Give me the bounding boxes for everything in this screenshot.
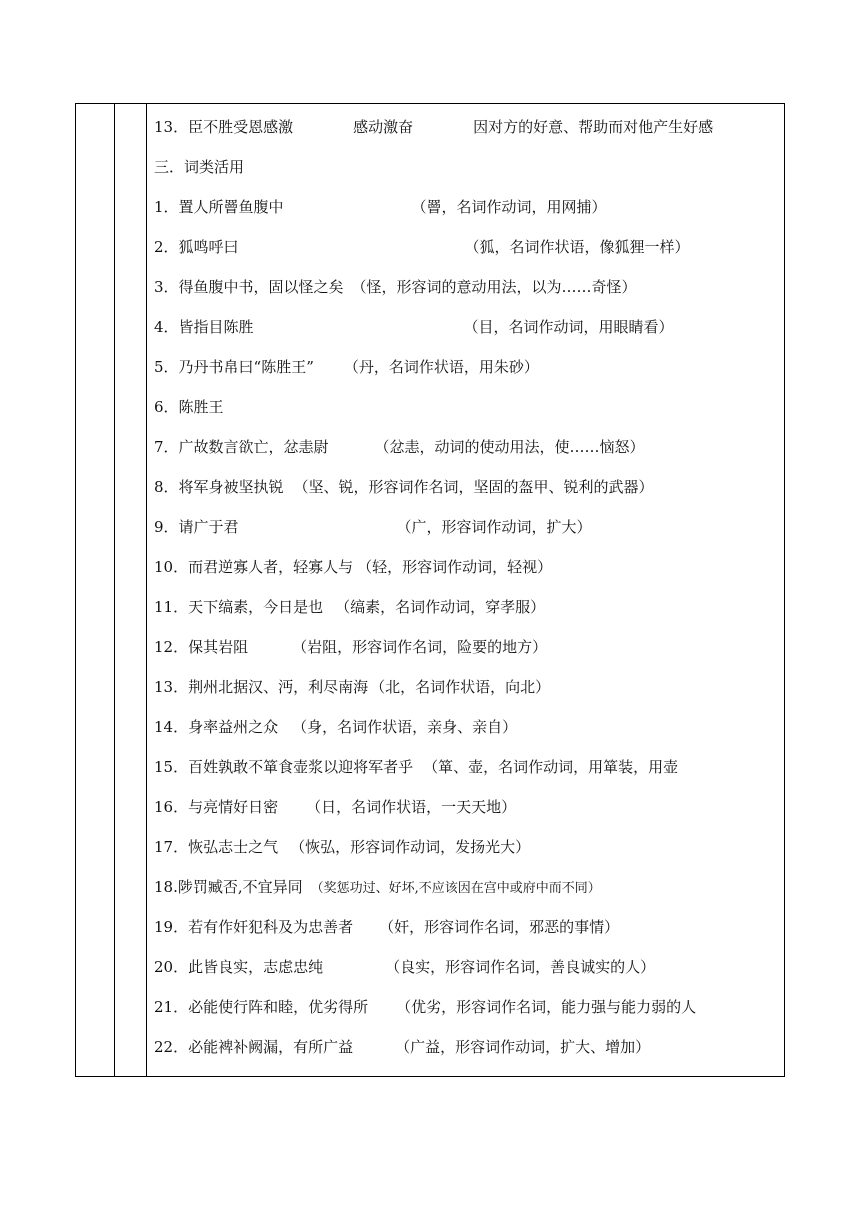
list-item — [154, 507, 784, 547]
term-text: 11．天下缟素，今日是也 — [154, 598, 324, 616]
note-text: （轻，形容词作动词，轻视） — [357, 558, 553, 576]
list-item — [154, 387, 784, 427]
note-text: （良实，形容词作名词，善良诚实的人） — [385, 958, 656, 976]
list-item — [154, 747, 784, 787]
note-text: （狐，名词作状语，像狐狸一样） — [464, 238, 690, 256]
note-text: （广，形容词作动词，扩大） — [396, 518, 592, 536]
note-text: （罾，名词作动词，用网捕） — [411, 198, 607, 216]
note-text: （坚、锐，形容词作名词，坚固的盔甲、锐利的武器） — [293, 478, 654, 496]
term-text: 1．置人所罾鱼腹中 — [154, 198, 284, 216]
list-item — [154, 187, 784, 227]
list-item — [154, 787, 784, 827]
note-text: （丹，名词作状语，用朱砂） — [343, 358, 539, 376]
list-item — [154, 227, 784, 267]
list-item — [154, 947, 784, 987]
note-text: 感动激奋 因对方的好意、帮助而对他产生好感 — [353, 118, 714, 136]
term-text: 5．乃丹书帛曰“陈胜王” — [154, 358, 314, 376]
list-item — [154, 1027, 784, 1067]
note-text: （广益，形容词作动词，扩大、增加） — [395, 1038, 651, 1056]
term-text: 19．若有作奸犯科及为忠善者 — [154, 918, 354, 936]
note-text: （日，名词作状语，一天天地） — [306, 798, 517, 816]
list-item — [154, 867, 784, 907]
note-text: （忿恚，动词的使动用法，使……恼怒） — [374, 438, 645, 456]
list-item — [154, 707, 784, 747]
term-text: 14．身率益州之众 — [154, 718, 279, 736]
note-text: （北，名词作状语，向北） — [370, 678, 551, 696]
section-heading — [154, 147, 784, 187]
list-item — [154, 667, 784, 707]
list-item — [154, 267, 784, 307]
term-text: 15．百姓孰敢不箪食壶浆以迎将军者乎 — [154, 758, 414, 776]
term-text: 6．陈胜王 — [154, 398, 224, 416]
note-text: （奸，形容词作名词，邪恶的事情） — [379, 918, 620, 936]
term-text: 8．将军身被坚执锐 — [154, 478, 284, 496]
term-text: 3．得鱼腹中书，固以怪之矣 — [154, 278, 344, 296]
list-item — [154, 547, 784, 587]
term-text: 17．恢弘志士之气 — [154, 838, 279, 856]
term-text: 10．而君逆寡人者，轻寡人与 — [154, 558, 354, 576]
term-text: 12．保其岩阻 — [154, 638, 249, 656]
list-item — [154, 347, 784, 387]
term-text: 4．皆指目陈胜 — [154, 318, 254, 336]
list-item — [154, 627, 784, 667]
list-item — [154, 427, 784, 467]
note-text: （奖惩功过、好坏,不应该因在宫中或府中而不同） — [310, 881, 601, 896]
term-text: 20．此皆良实，志虑忠纯 — [154, 958, 324, 976]
term-text: 7．广故数言欲亡，忿恚尉 — [154, 438, 329, 456]
list-item — [154, 587, 784, 627]
term-text: 2．狐鸣呼曰 — [154, 238, 239, 256]
column-divider — [114, 104, 115, 1076]
section-heading-text: 三．词类活用 — [154, 158, 245, 176]
table-content-cell — [147, 104, 784, 1076]
term-text: 13．荆州北据汉、沔，利尽南海 — [154, 678, 369, 696]
term-text: 16．与亮情好日密 — [154, 798, 279, 816]
term-text: 22．必能裨补阙漏，有所广益 — [154, 1038, 354, 1056]
term-text: 18.陟罚臧否,不宜异同 — [154, 878, 303, 896]
note-text: （缟素，名词作动词，穿孝服） — [335, 598, 546, 616]
list-item — [154, 907, 784, 947]
term-text: 9．请广于君 — [154, 518, 239, 536]
list-item — [154, 827, 784, 867]
note-text: （岩阻，形容词作名词，险要的地方） — [292, 638, 548, 656]
note-text: （恢弘，形容词作动词，发扬光大） — [290, 838, 531, 856]
note-text: （箪、壶，名词作动词，用箪装，用壶 — [423, 758, 679, 776]
note-text: （身，名词作状语，亲身、亲自） — [292, 718, 518, 736]
note-text: （优劣，形容词作名词，能力强与能力弱的人 — [396, 998, 697, 1016]
list-item — [154, 467, 784, 507]
list-item — [154, 307, 784, 347]
note-text: （怪，形容词的意动用法，以为……奇怪） — [351, 278, 637, 296]
note-text: （目，名词作动词，用眼睛看） — [463, 318, 674, 336]
list-item — [154, 107, 784, 147]
list-item — [154, 987, 784, 1027]
term-text: 21．必能使行阵和睦，优劣得所 — [154, 998, 369, 1016]
notes-table — [75, 103, 785, 1077]
term-text: 13．臣不胜受恩感激 — [154, 118, 294, 136]
